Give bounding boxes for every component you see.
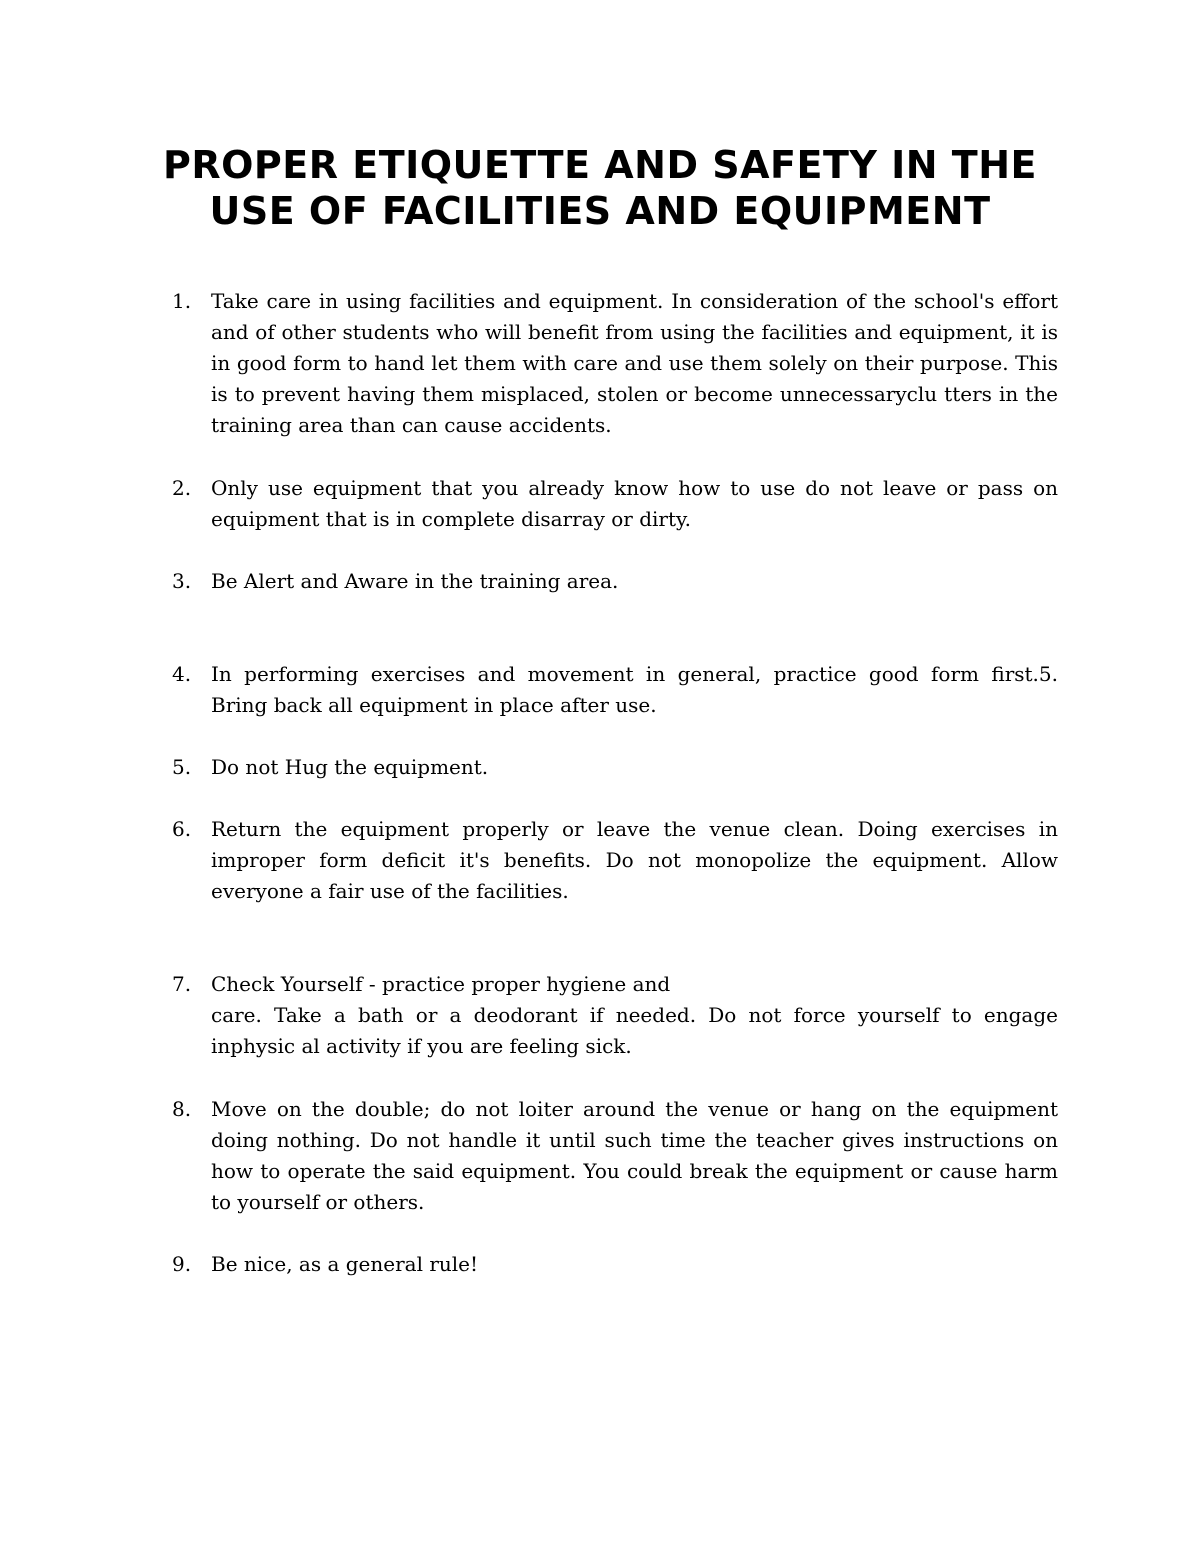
rule-item-2	[172, 473, 1058, 535]
rule-item-7	[172, 969, 1058, 1062]
rule-number: 4.	[172, 662, 192, 686]
rule-number: 6.	[172, 817, 192, 841]
rule-text: In performing exercises and movement in general, practice good form first.5. Bring back all equipment in place after use.	[211, 662, 1058, 717]
rule-number: 5.	[172, 755, 192, 779]
rule-number: 2.	[172, 476, 192, 500]
rule-number: 3.	[172, 569, 192, 593]
rule-number: 7.	[172, 972, 192, 996]
rule-text: Be nice, as a general rule!	[211, 1252, 479, 1276]
rule-item-5	[172, 752, 1058, 783]
rule-text: Take care in using facilities and equipment. In consideration of the school's effort and of other students who will benefit from using the facilities and equipment, it is in good form to hand let them with care and use them solely on their purpose. This is to prevent having them misplaced, stolen or become unnecessaryclu tters in the training area than can cause accidents.	[211, 289, 1058, 437]
rule-item-4	[172, 659, 1058, 721]
rule-text-line: care. Take a bath or a deodorant if needed. Do not force yourself to engage inphysic al activity if you are feeling sick.	[211, 1003, 1058, 1058]
document-title-line-2: USE OF FACILITIES AND EQUIPMENT	[209, 189, 991, 233]
rule-number: 8.	[172, 1097, 192, 1121]
document-title-line-1: PROPER ETIQUETTE AND SAFETY IN THE	[163, 143, 1037, 187]
rule-text	[211, 969, 1058, 1062]
rule-number: 1.	[172, 289, 192, 313]
rule-item-9	[172, 1249, 1058, 1280]
rule-text: Only use equipment that you already know how to use do not leave or pass on equipment that is in complete disarray or dirty.	[211, 476, 1058, 531]
rule-text: Do not Hug the equipment.	[211, 755, 489, 779]
rule-item-8	[172, 1094, 1058, 1218]
rule-text: Return the equipment properly or leave the venue clean. Doing exercises in improper form deficit it's benefits. Do not monopolize the equipment. Allow everyone a fair use of the facilities.	[211, 817, 1058, 903]
document-title	[100, 142, 1100, 234]
rule-item-1	[172, 286, 1058, 441]
rule-item-3	[172, 566, 1058, 597]
rule-number: 9.	[172, 1252, 192, 1276]
rule-item-6	[172, 814, 1058, 907]
rule-text: Be Alert and Aware in the training area.	[211, 569, 619, 593]
rule-text-line: Check Yourself - practice proper hygiene and	[211, 972, 671, 996]
rule-text: Move on the double; do not loiter around the venue or hang on the equipment doing nothing. Do not handle it until such time the teacher gives instructions on how to operate the said equipment. You could break the equipment or cause harm to yourself or others.	[211, 1097, 1058, 1214]
